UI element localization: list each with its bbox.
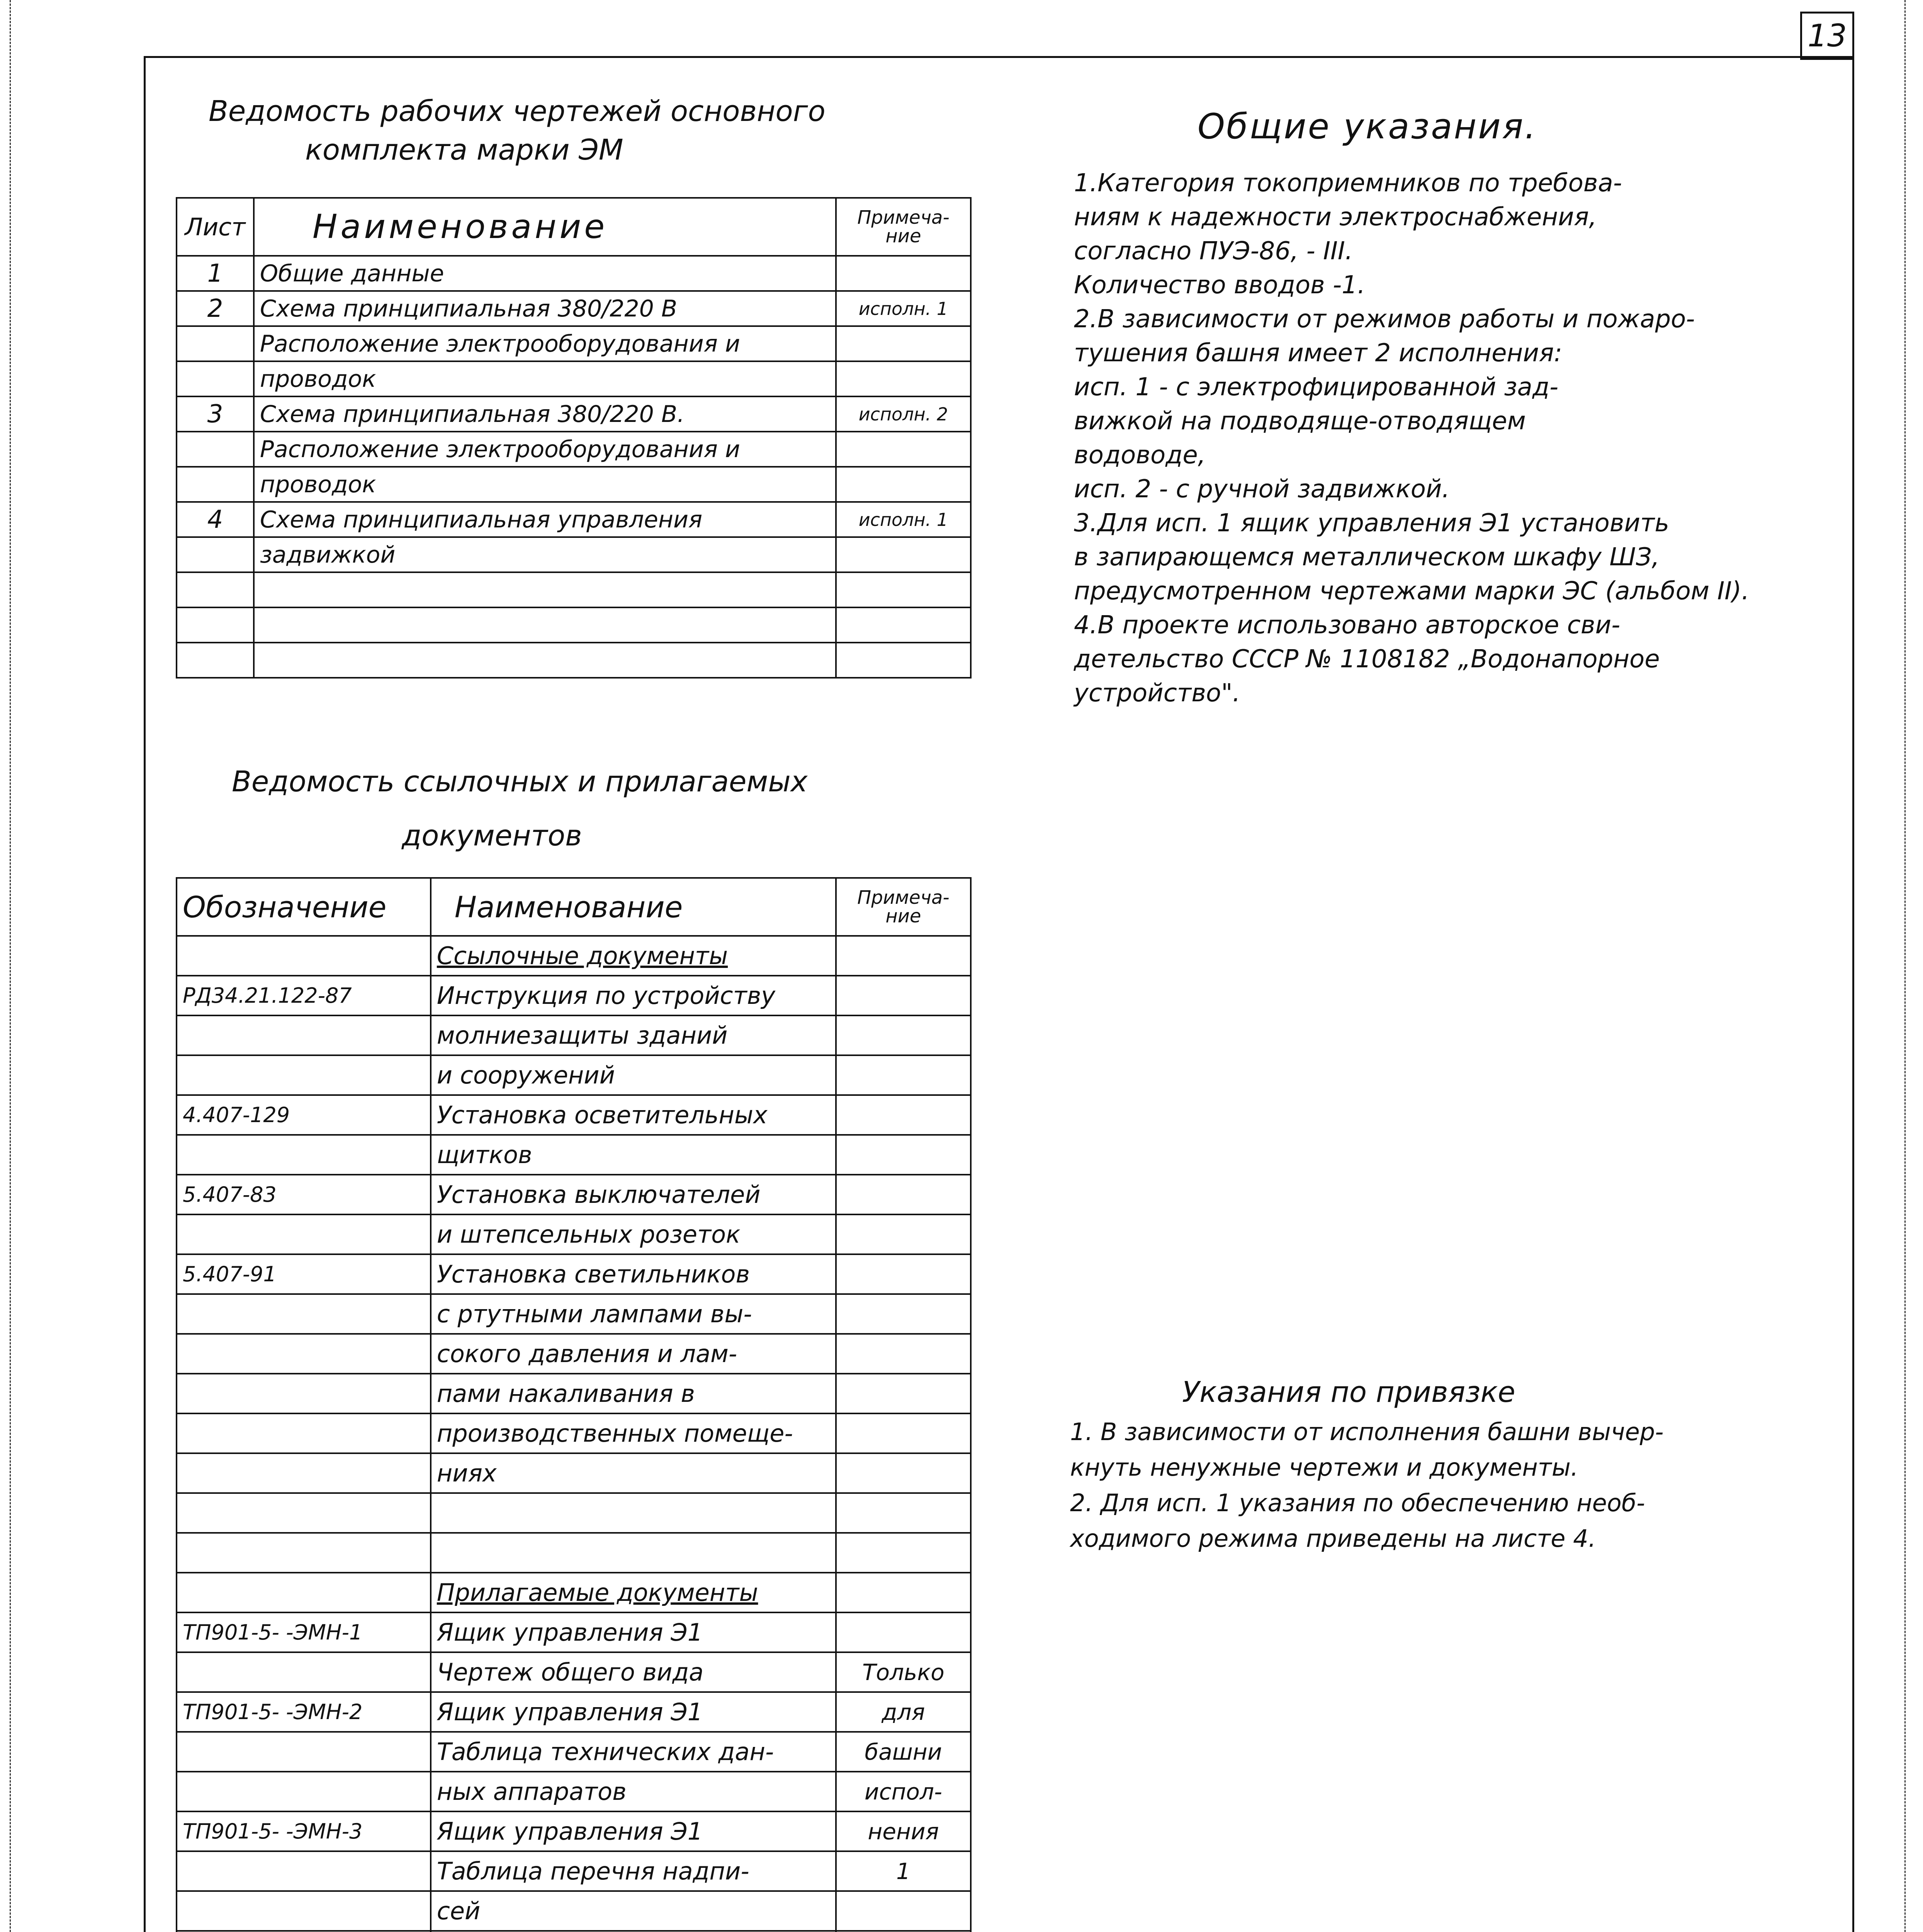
cell-note [836, 537, 971, 572]
cell-ref-name: щитков [431, 1135, 836, 1175]
cell-note [836, 432, 971, 467]
cell-designation: 5.407-83 [177, 1175, 431, 1214]
table-row [177, 976, 971, 1015]
table-row [177, 1254, 971, 1294]
col-header-ref-name: Наименование [431, 878, 836, 936]
cell-designation [177, 1573, 431, 1612]
table-row [177, 1413, 971, 1453]
cell-ref-note [836, 1891, 971, 1931]
cell-ref-note [836, 1015, 971, 1055]
table-row [177, 607, 971, 643]
cell-ref-name: сей [431, 1891, 836, 1931]
cell-ref-note [836, 976, 971, 1015]
right-trim-line [1904, 0, 1906, 1932]
cell-note [836, 643, 971, 678]
cell-ref-note: для [836, 1692, 971, 1732]
cell-designation: ТП901-5- -ЭМН-1 [177, 1612, 431, 1652]
table-row [177, 1095, 971, 1135]
cell-ref-note [836, 1214, 971, 1254]
table-row [177, 467, 971, 502]
cell-ref-name: Инструкция по устройству [431, 976, 836, 1015]
cell-ref-note [836, 1612, 971, 1652]
table-row [177, 572, 971, 607]
table-row [177, 1891, 971, 1931]
cell-designation [177, 1413, 431, 1453]
cell-ref-name: ниях [431, 1453, 836, 1493]
cell-note: исполн. 1 [836, 502, 971, 537]
binding-title: Указания по привязке [1182, 1376, 1515, 1409]
cell-ref-note [836, 1135, 971, 1175]
text-line: 2. Для исп. 1 указания по обеспечению необ- [1070, 1489, 1645, 1517]
table-row [177, 1851, 971, 1891]
text-line: 1.Категория токоприемников по требова- [1074, 169, 1622, 197]
table-row [177, 361, 971, 396]
cell-ref-note [836, 1493, 971, 1533]
cell-designation [177, 1891, 431, 1931]
cell-name [254, 643, 836, 678]
cell-ref-note [836, 1374, 971, 1413]
col-header-name: Наименование [254, 198, 836, 256]
cell-ref-note [836, 1254, 971, 1294]
cell-designation [177, 1453, 431, 1493]
table-row [177, 396, 971, 432]
table-row [177, 1533, 971, 1573]
cell-ref-name: пами накаливания в [431, 1374, 836, 1413]
table-row [177, 1453, 971, 1493]
binding-instructions [1070, 1414, 1663, 1556]
cell-designation [177, 1772, 431, 1811]
cell-name: проводок [254, 361, 836, 396]
cell-ref-note [836, 1055, 971, 1095]
table-row [177, 1294, 971, 1334]
text-line: исп. 2 - с ручной задвижкой. [1074, 475, 1450, 503]
general-title: Общие указания. [1198, 106, 1537, 147]
cell-sheet [177, 326, 254, 361]
table-row [177, 432, 971, 467]
sheet-list-table [176, 197, 972, 679]
cell-ref-note: нения [836, 1811, 971, 1851]
text-line: 4.В проекте использовано авторское сви- [1074, 611, 1621, 639]
table-row [177, 1135, 971, 1175]
cell-note: исполн. 1 [836, 291, 971, 326]
table-row [177, 1652, 971, 1692]
ref-list-title-2: документов [402, 819, 582, 852]
cell-designation [177, 1135, 431, 1175]
cell-ref-note [836, 1453, 971, 1493]
cell-note [836, 256, 971, 291]
cell-ref-note [836, 936, 971, 976]
table-row [177, 291, 971, 326]
cell-ref-name [431, 1493, 836, 1533]
text-line: 1. В зависимости от исполнения башни вычер- [1070, 1418, 1664, 1446]
table-row [177, 1732, 971, 1772]
text-line: ходимого режима приведены на листе 4. [1070, 1524, 1596, 1553]
text-line: кнуть ненужные чертежи и документы. [1070, 1453, 1578, 1481]
table-row [177, 537, 971, 572]
col-header-ref-note: Примеча-ние [836, 878, 971, 936]
cell-designation [177, 936, 431, 976]
cell-designation: 4.407-129 [177, 1095, 431, 1135]
table-row [177, 1692, 971, 1732]
ref-list-title-1: Ведомость ссылочных и прилагаемых [232, 765, 808, 798]
cell-designation: РД34.21.122-87 [177, 976, 431, 1015]
table-row [177, 1811, 971, 1851]
sheet-list-title-1: Ведомость рабочих чертежей основного [209, 95, 826, 128]
cell-designation [177, 1015, 431, 1055]
col-header-designation: Обозначение [177, 878, 431, 936]
cell-note [836, 326, 971, 361]
table-row [177, 502, 971, 537]
col-header-sheet: Лист [177, 198, 254, 256]
cell-ref-name: Установка осветительных [431, 1095, 836, 1135]
cell-designation [177, 1652, 431, 1692]
cell-note [836, 607, 971, 643]
cell-designation [177, 1294, 431, 1334]
cell-designation [177, 1374, 431, 1413]
cell-ref-name: Ящик управления Э1 [431, 1612, 836, 1652]
table-row [177, 256, 971, 291]
sheet-list-title-2: комплекта марки ЭМ [305, 133, 623, 167]
cell-note: исполн. 2 [836, 396, 971, 432]
cell-sheet [177, 643, 254, 678]
col-header-note: Примеча-ние [836, 198, 971, 256]
table-row [177, 1334, 971, 1374]
cell-name: Общие данные [254, 256, 836, 291]
cell-sheet [177, 537, 254, 572]
cell-ref-name: Установка выключателей [431, 1175, 836, 1214]
cell-ref-name: и сооружений [431, 1055, 836, 1095]
table-row [177, 1612, 971, 1652]
cell-designation [177, 1214, 431, 1254]
cell-sheet: 2 [177, 291, 254, 326]
cell-ref-name: Чертеж общего вида [431, 1652, 836, 1692]
text-line: 3.Для исп. 1 ящик управления Э1 установить [1074, 509, 1670, 537]
cell-ref-name: с ртутными лампами вы- [431, 1294, 836, 1334]
table-row [177, 1374, 971, 1413]
cell-ref-name [431, 1533, 836, 1573]
cell-designation: ТП901-5- -ЭМН-3 [177, 1811, 431, 1851]
cell-note [836, 467, 971, 502]
cell-ref-note [836, 1175, 971, 1214]
text-line: тушения башня имеет 2 исполнения: [1074, 339, 1563, 367]
table-row [177, 1055, 971, 1095]
table-row [177, 1772, 971, 1811]
cell-designation [177, 1334, 431, 1374]
cell-ref-name: Установка светильников [431, 1254, 836, 1294]
cell-sheet [177, 607, 254, 643]
cell-ref-name: Прилагаемые документы [431, 1573, 836, 1612]
cell-ref-name: Таблица технических дан- [431, 1732, 836, 1772]
cell-ref-name: и штепсельных розеток [431, 1214, 836, 1254]
cell-name: Схема принципиальная 380/220 В. [254, 396, 836, 432]
cell-ref-name: Ссылочные документы [431, 936, 836, 976]
cell-designation: ТП901-5- -ЭМН-2 [177, 1692, 431, 1732]
table-row [177, 1493, 971, 1533]
page-number: 13 [1800, 12, 1854, 60]
table-row [177, 1015, 971, 1055]
cell-name: Схема принципиальная 380/220 В [254, 291, 836, 326]
left-trim-line [10, 0, 11, 1932]
text-line: детельство СССР № 1108182 „Водонапорное [1074, 645, 1660, 673]
cell-designation [177, 1493, 431, 1533]
cell-sheet: 3 [177, 396, 254, 432]
table-row [177, 643, 971, 678]
table-row [177, 936, 971, 976]
cell-ref-name: сокого давления и лам- [431, 1334, 836, 1374]
cell-designation [177, 1732, 431, 1772]
text-line: устройство". [1074, 679, 1240, 707]
cell-ref-name: Таблица перечня надпи- [431, 1851, 836, 1891]
cell-name: Расположение электрооборудования и [254, 432, 836, 467]
text-line: 2.В зависимости от режимов работы и пожаро- [1074, 305, 1695, 333]
table-row [177, 326, 971, 361]
cell-ref-note: Только [836, 1652, 971, 1692]
cell-sheet [177, 361, 254, 396]
table-row [177, 1175, 971, 1214]
cell-ref-name: Ящик управления Э1 [431, 1811, 836, 1851]
general-instructions [1074, 166, 1749, 710]
cell-name: проводок [254, 467, 836, 502]
text-line: согласно ПУЭ-86, - III. [1074, 237, 1353, 265]
cell-designation [177, 1851, 431, 1891]
cell-name: задвижкой [254, 537, 836, 572]
cell-sheet: 1 [177, 256, 254, 291]
cell-ref-name: молниезащиты зданий [431, 1015, 836, 1055]
cell-sheet [177, 432, 254, 467]
table-row [177, 1214, 971, 1254]
cell-sheet: 4 [177, 502, 254, 537]
cell-designation [177, 1533, 431, 1573]
text-line: ниям к надежности электроснабжения, [1074, 203, 1597, 231]
cell-designation [177, 1055, 431, 1095]
cell-sheet [177, 572, 254, 607]
cell-designation: 5.407-91 [177, 1254, 431, 1294]
cell-name [254, 607, 836, 643]
text-line: Количество вводов -1. [1074, 271, 1366, 299]
cell-ref-note [836, 1095, 971, 1135]
cell-name: Расположение электрооборудования и [254, 326, 836, 361]
text-line: исп. 1 - с электрофицированной зад- [1074, 373, 1559, 401]
cell-note [836, 361, 971, 396]
cell-ref-note [836, 1533, 971, 1573]
cell-ref-name: Ящик управления Э1 [431, 1692, 836, 1732]
cell-name: Схема принципиальная управления [254, 502, 836, 537]
cell-ref-note [836, 1413, 971, 1453]
text-line: вижкой на подводяще-отводящем [1074, 407, 1526, 435]
cell-ref-note: испол- [836, 1772, 971, 1811]
cell-ref-note [836, 1573, 971, 1612]
ref-list-table [176, 877, 972, 1932]
cell-ref-note: 1 [836, 1851, 971, 1891]
cell-ref-note [836, 1334, 971, 1374]
cell-name [254, 572, 836, 607]
text-line: в запирающемся металлическом шкафу ШЗ, [1074, 543, 1660, 571]
cell-sheet [177, 467, 254, 502]
cell-ref-note: башни [836, 1732, 971, 1772]
cell-ref-name: ных аппаратов [431, 1772, 836, 1811]
cell-ref-name: производственных помеще- [431, 1413, 836, 1453]
text-line: водоводе, [1074, 441, 1206, 469]
table-row [177, 1573, 971, 1612]
cell-note [836, 572, 971, 607]
text-line: предусмотренном чертежами марки ЭС (альбом II). [1074, 577, 1750, 605]
cell-ref-note [836, 1294, 971, 1334]
